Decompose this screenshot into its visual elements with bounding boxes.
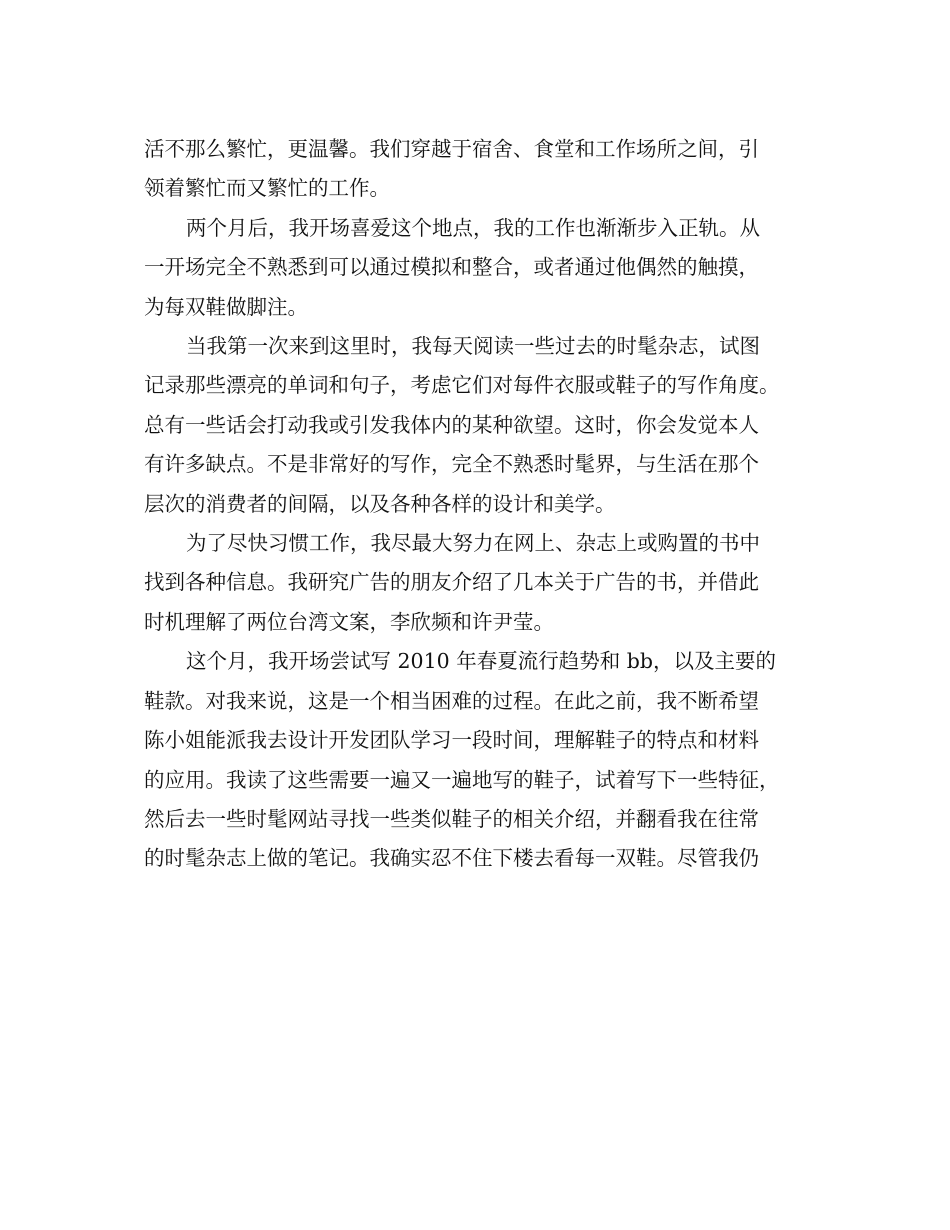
text-line: 一开场完全不熟悉到可以通过模拟和整合，或者通过他偶然的触摸， xyxy=(144,255,759,280)
text-line: 为每双鞋做脚注。 xyxy=(144,294,308,319)
paragraph-2 xyxy=(144,209,824,327)
document-body xyxy=(144,130,824,879)
paragraph-5 xyxy=(144,642,824,878)
text-line: 时机理解了两位台湾文案，李欣频和许尹莹。 xyxy=(144,609,554,634)
text-line: 陈小姐能派我去设计开发团队学习一段时间，理解鞋子的特点和材料 xyxy=(144,728,759,753)
text-line: 领着繁忙而又繁忙的工作。 xyxy=(144,176,390,201)
paragraph-4 xyxy=(144,524,824,642)
text-line: 的应用。我读了这些需要一遍又一遍地写的鞋子，试着写下一些特征， xyxy=(144,767,780,792)
text-line: 记录那些漂亮的单词和句子，考虑它们对每件衣服或鞋子的写作角度。 xyxy=(144,373,780,398)
text-line: 的时髦杂志上做的笔记。我确实忍不住下楼去看每一双鞋。尽管我仍 xyxy=(144,846,759,871)
text-line: 然后去一些时髦网站寻找一些类似鞋子的相关介绍，并翻看我在往常 xyxy=(144,806,759,831)
paragraph-1 xyxy=(144,130,824,209)
text-line: 这个月，我开场尝试写 2010 年春夏流行趋势和 bb，以及主要的 xyxy=(186,649,776,674)
paragraph-3 xyxy=(144,327,824,524)
text-line: 找到各种信息。我研究广告的朋友介绍了几本关于广告的书，并借此 xyxy=(144,570,759,595)
text-line: 总有一些话会打动我或引发我体内的某种欲望。这时，你会发觉本人 xyxy=(144,412,759,437)
text-line: 活不那么繁忙，更温馨。我们穿越于宿舍、食堂和工作场所之间，引 xyxy=(144,137,759,161)
text-line: 鞋款。对我来说，这是一个相当困难的过程。在此之前，我不断希望 xyxy=(144,688,759,713)
text-line: 层次的消费者的间隔，以及各种各样的设计和美学。 xyxy=(144,491,616,516)
text-line: 为了尽快习惯工作，我尽最大努力在网上、杂志上或购置的书中 xyxy=(186,531,760,556)
text-line: 当我第一次来到这里时，我每天阅读一些过去的时髦杂志，试图 xyxy=(186,334,760,359)
text-line: 有许多缺点。不是非常好的写作，完全不熟悉时髦界，与生活在那个 xyxy=(144,452,759,477)
text-line: 两个月后，我开场喜爱这个地点，我的工作也渐渐步入正轨。从 xyxy=(186,215,760,240)
